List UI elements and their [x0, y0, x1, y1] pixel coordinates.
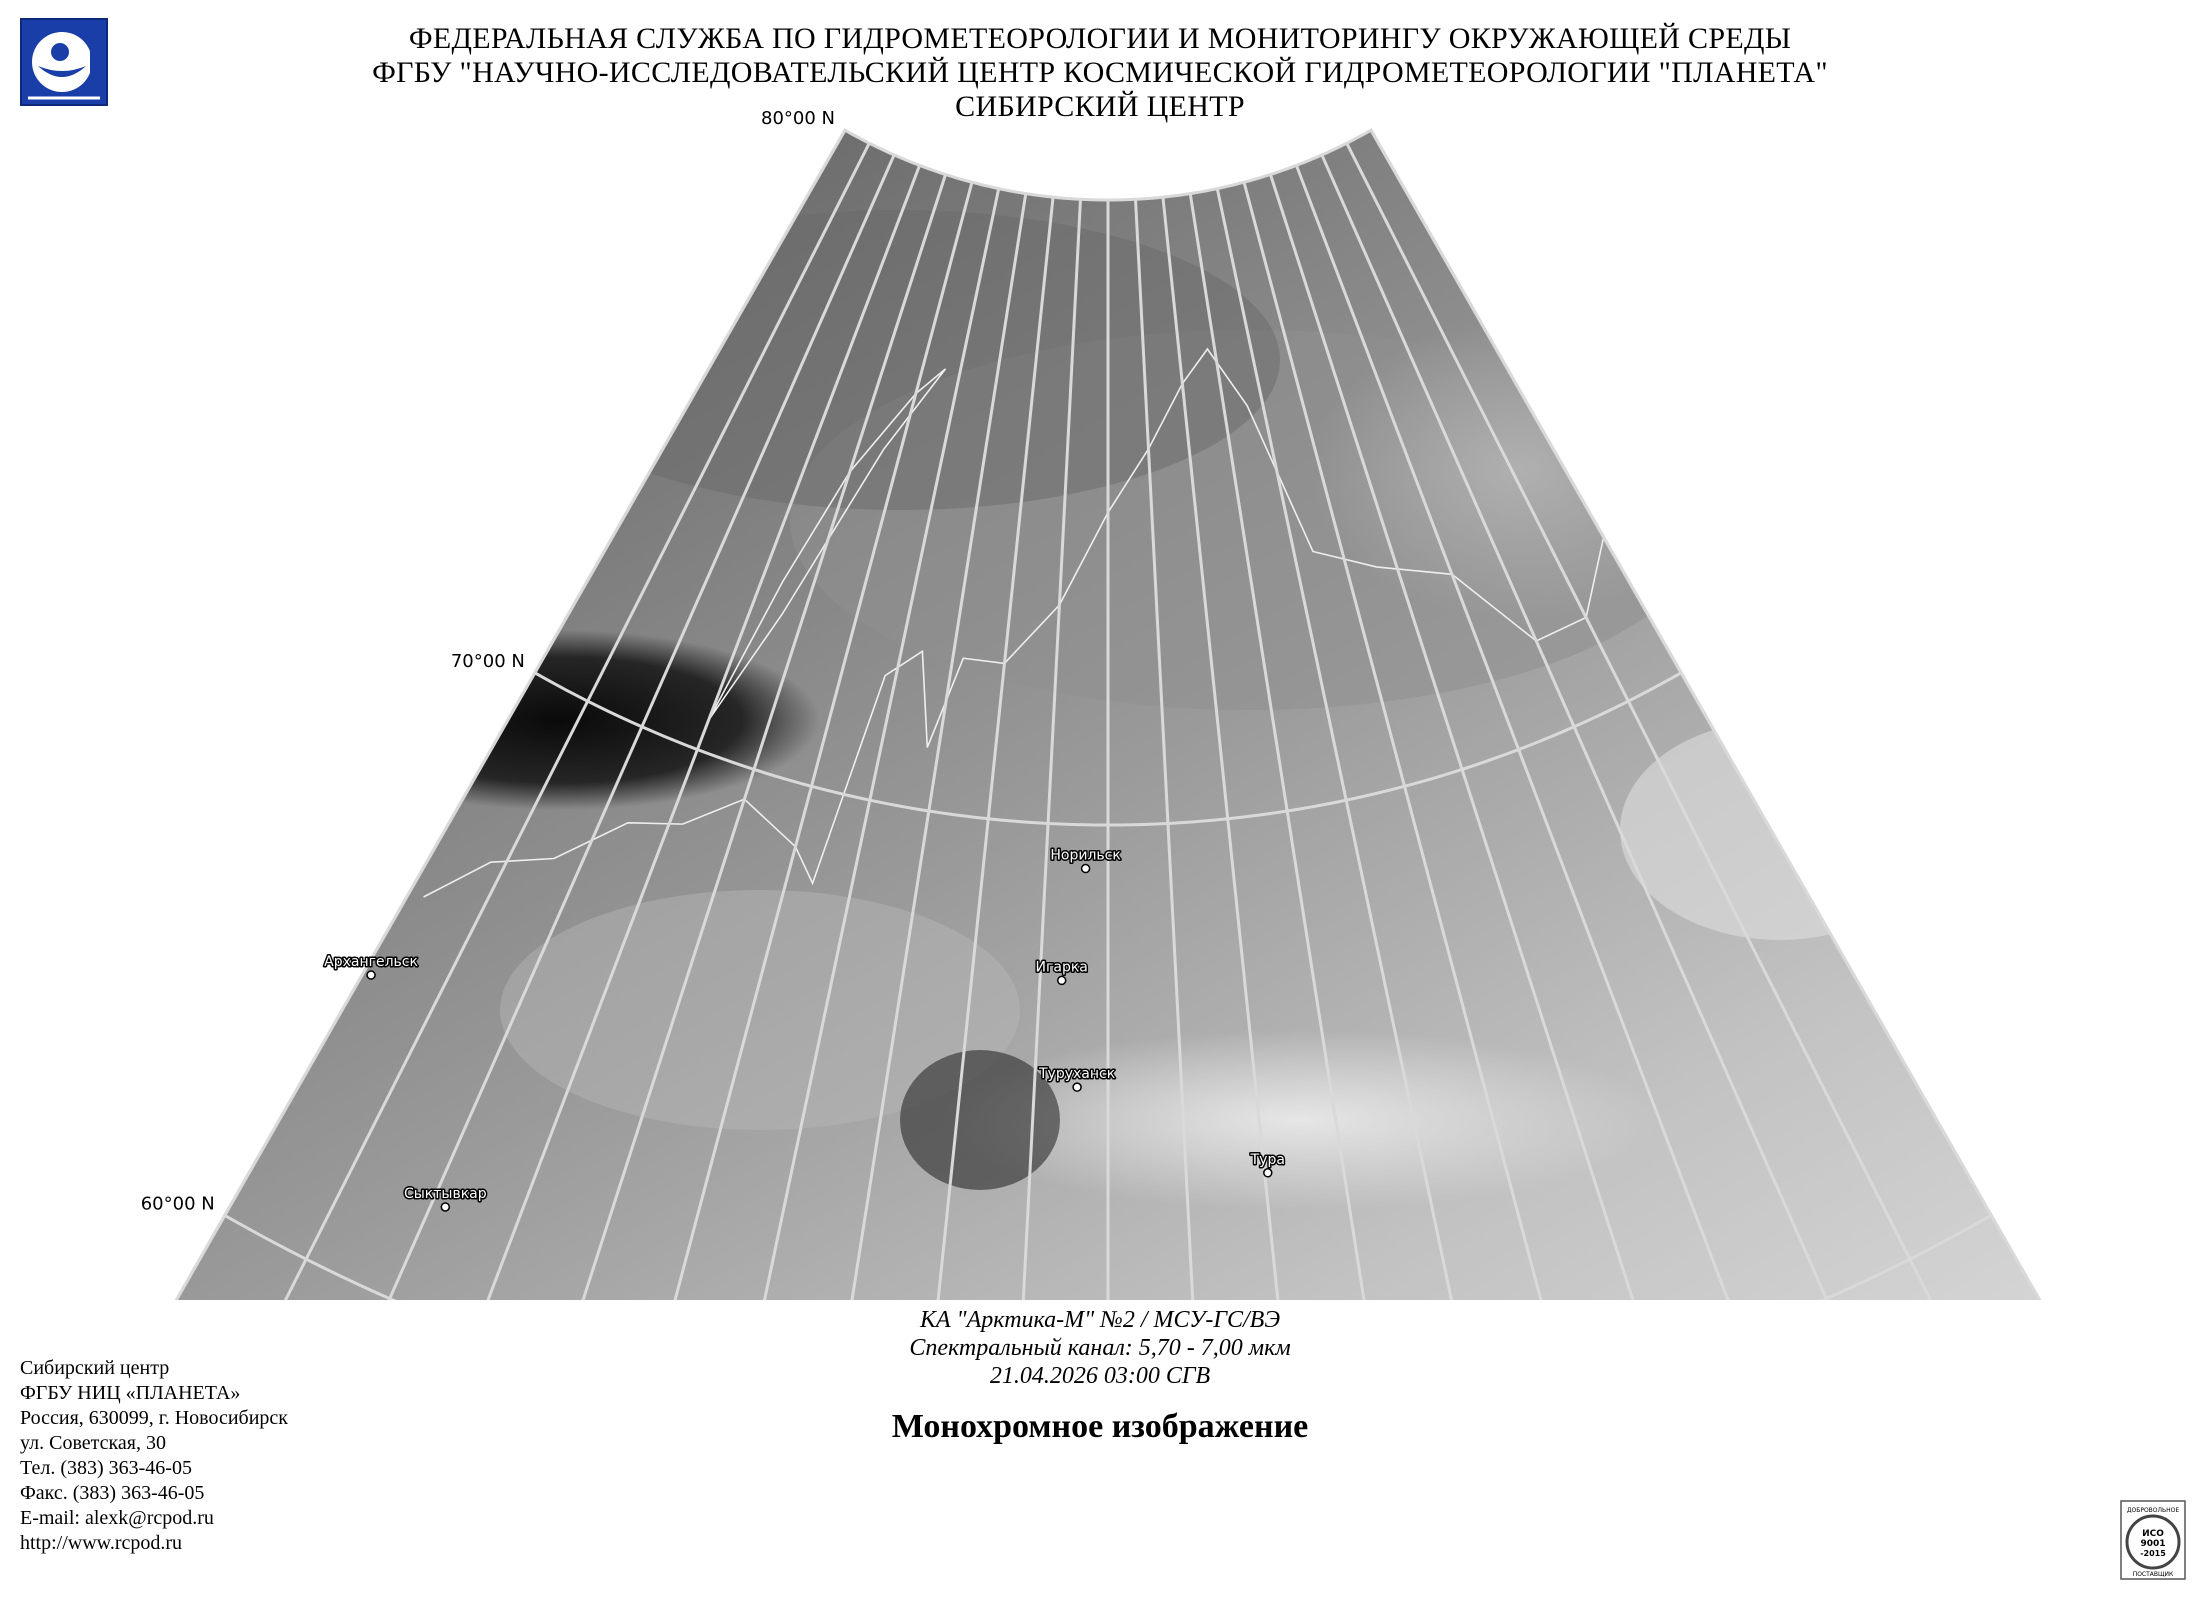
- product-title: Монохромное изображение: [891, 1408, 1309, 1445]
- city-dot: [1264, 1169, 1272, 1177]
- iso-line-1: ИСО: [2142, 1529, 2164, 1539]
- latitude-label: 60°00 N: [140, 1193, 215, 1215]
- contact-phone: Тел. (383) 363-46-05: [20, 1457, 192, 1479]
- contact-email[interactable]: E-mail: alexk@rcpod.ru: [20, 1507, 214, 1529]
- city-label: Сыктывкар: [403, 1185, 487, 1202]
- header-line-1: ФЕДЕРАЛЬНАЯ СЛУЖБА ПО ГИДРОМЕТЕОРОЛОГИИ И МОНИТОРИНГУ ОКРУЖАЮЩЕЙ СРЕДЫ: [408, 22, 1792, 55]
- city-dot: [1073, 1083, 1081, 1091]
- imagery-band-arctic: [520, 210, 1280, 510]
- contact-line: ул. Советская, 30: [20, 1432, 166, 1454]
- latitude-label: 70°00 N: [450, 650, 525, 672]
- city-dot: [441, 1203, 449, 1211]
- iso-certification-badge: [2120, 1500, 2186, 1580]
- caption-satellite: КА "Арктика-М" №2 / МСУ-ГС/ВЭ: [919, 1307, 1281, 1333]
- city-dot: [367, 971, 375, 979]
- iso-bottom-text: ПОСТАВЩИК: [2132, 1571, 2174, 1578]
- contact-block: [20, 1356, 288, 1556]
- header-line-2: ФГБУ "НАУЧНО-ИССЛЕДОВАТЕЛЬСКИЙ ЦЕНТР КОСМИЧЕСКОЙ ГИДРОМЕТЕОРОЛОГИИ "ПЛАНЕТА": [372, 56, 1828, 89]
- city-label: Туруханск: [1038, 1066, 1116, 1083]
- contact-line: Россия, 630099, г. Новосибирск: [20, 1407, 289, 1429]
- contact-line: ФГБУ НИЦ «ПЛАНЕТА»: [20, 1382, 241, 1404]
- city-dot: [1058, 976, 1066, 984]
- iso-top-text: ДОБРОВОЛЬНОЕ: [2126, 1507, 2180, 1514]
- city-label: Тура: [1250, 1151, 1285, 1168]
- latitude-label: 80°00 N: [761, 108, 836, 130]
- contact-line: Сибирский центр: [20, 1357, 170, 1379]
- image-caption: [0, 1306, 2200, 1390]
- caption-channel: Спектральный канал: 5,70 - 7,00 мкм: [909, 1335, 1291, 1361]
- contact-website[interactable]: http://www.rcpod.ru: [20, 1532, 183, 1554]
- city-label: Норильск: [1050, 847, 1121, 864]
- city-label: Архангельск: [324, 954, 418, 971]
- imagery-east-band: [1620, 720, 1940, 940]
- city-label: Игарка: [1035, 959, 1088, 976]
- city-dot: [1082, 865, 1090, 873]
- contact-fax: Факс. (383) 363-46-05: [20, 1482, 205, 1504]
- iso-line-3: -2015: [2140, 1549, 2166, 1558]
- caption-datetime: 21.04.2026 03:00 СГВ: [989, 1363, 1211, 1389]
- iso-line-2: 9001: [2140, 1539, 2166, 1549]
- header-line-3: СИБИРСКИЙ ЦЕНТР: [955, 90, 1245, 123]
